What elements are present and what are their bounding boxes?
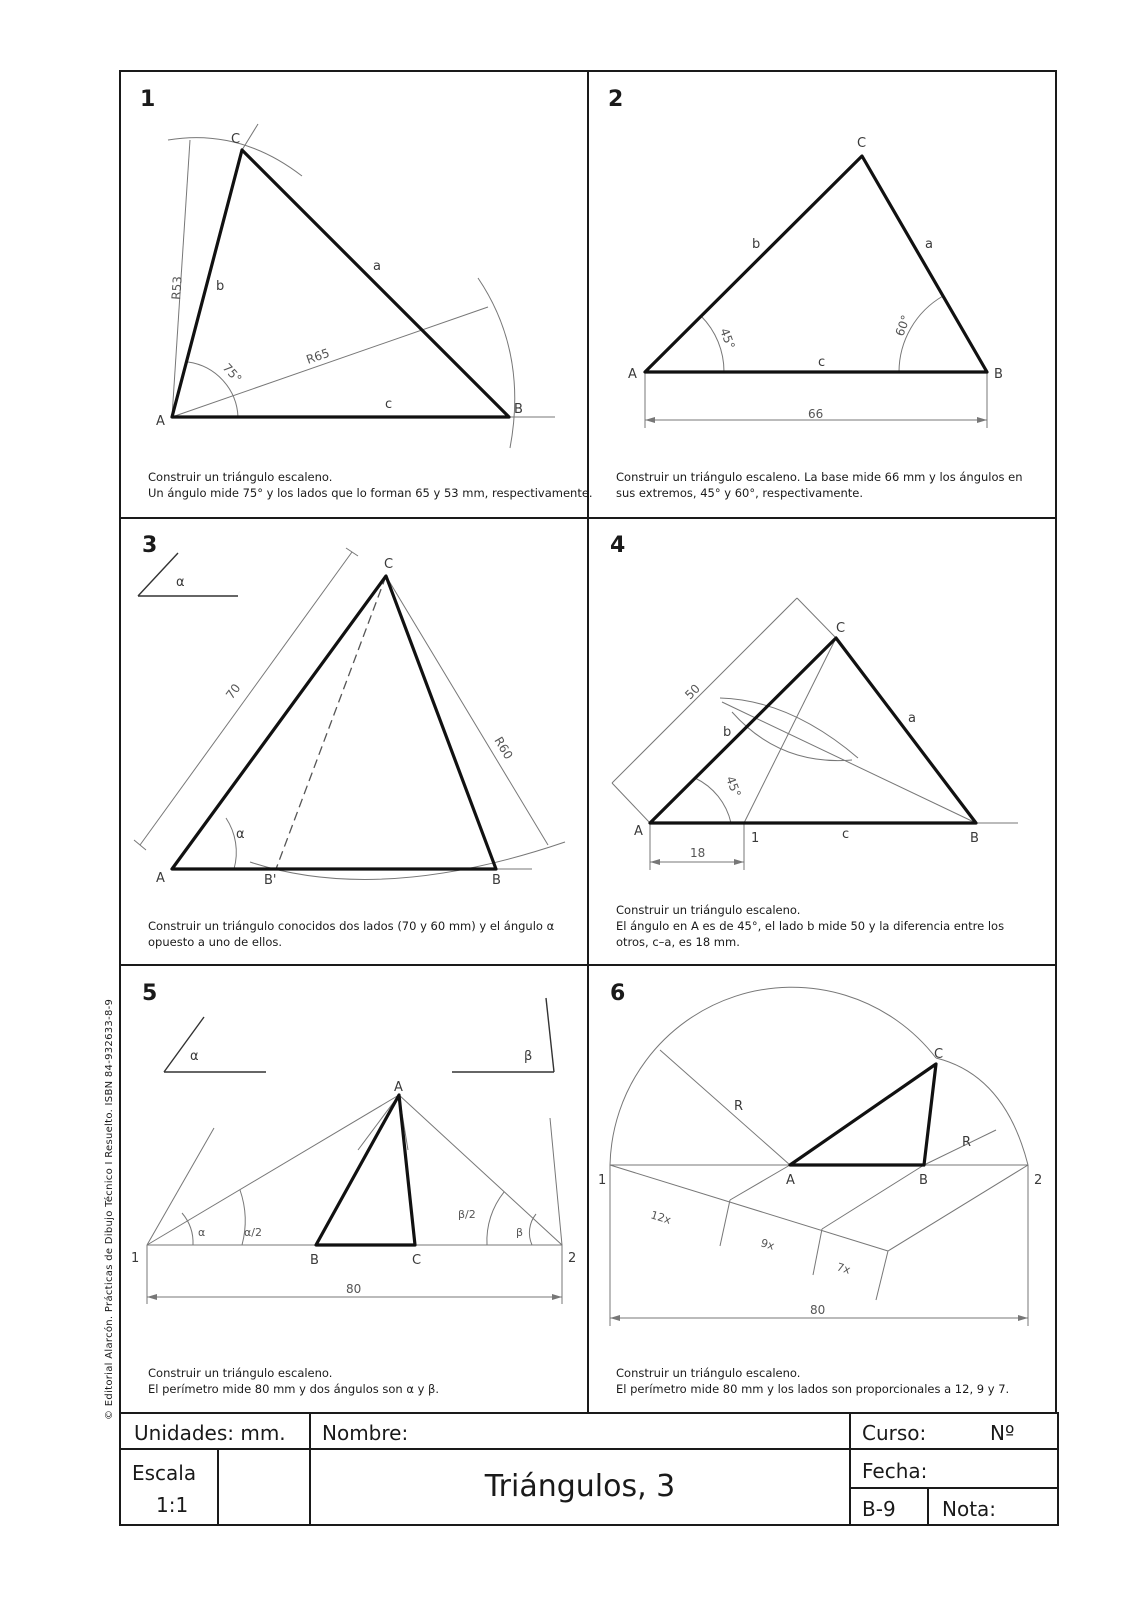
radius-65-label: R65 <box>304 345 332 367</box>
panel-number: 3 <box>142 533 158 558</box>
tick-7x <box>876 1251 888 1300</box>
panel-2-desc-line-2: sus extremos, 45° y 60°, respectivamente. <box>616 486 864 500</box>
panel-2-desc-line-1: Construir un triángulo escaleno. La base mide 66 mm y los ángulos en <box>616 470 1023 484</box>
vertex-a-label: A <box>156 414 165 429</box>
vertex-b-prime-label: B' <box>264 873 277 888</box>
dim-80-arrow-left <box>147 1294 157 1300</box>
perimeter-80-label: 80 <box>810 1303 826 1317</box>
panel-5-desc-line-2: El perímetro mide 80 mm y dos ángulos son α y β. <box>148 1382 440 1396</box>
panel-5 <box>131 981 576 1396</box>
panel-number: 4 <box>610 533 626 558</box>
arc-r-left <box>610 987 936 1165</box>
vertex-a-label: A <box>634 824 643 839</box>
number-field: Nº <box>990 1421 1015 1445</box>
dim-ext-a <box>612 783 650 823</box>
diff-18-label: 18 <box>690 846 706 860</box>
angle-arc-45 <box>701 316 724 372</box>
vertex-c-label: C <box>857 136 867 151</box>
vertex-a-label: A <box>156 871 165 886</box>
half-alpha-label: α/2 <box>244 1226 262 1239</box>
bisector-arc-upper <box>720 698 858 758</box>
scale-label: Escala <box>132 1461 197 1485</box>
dim-tick-70-b <box>346 548 358 556</box>
side-a-label: a <box>908 711 916 726</box>
radius-r-left <box>660 1050 790 1165</box>
radius-r-right-label: R <box>962 1135 972 1150</box>
vertex-a-label: A <box>394 1080 403 1095</box>
angle-45-label: 45° <box>717 326 738 352</box>
grade-field: Nota: <box>942 1497 997 1521</box>
dim-80-arrow-right <box>1018 1315 1028 1321</box>
alpha-angle-label: α <box>198 1226 206 1239</box>
vertex-c-label: C <box>836 621 846 636</box>
side-c-label: c <box>842 827 850 842</box>
name-field: Nombre: <box>322 1421 409 1445</box>
triangle-abc <box>316 1095 415 1245</box>
vertex-b-label: B <box>310 1253 319 1268</box>
scale-value: 1:1 <box>156 1493 189 1517</box>
side-70-label: 70 <box>223 681 244 702</box>
alt-side-b2c <box>276 576 386 869</box>
beta-ref-label: β <box>524 1049 533 1064</box>
angle-45-label: 45° <box>723 774 744 800</box>
tick-9x <box>813 1229 822 1275</box>
side-b-label: b <box>723 725 732 740</box>
sheet-code: B-9 <box>862 1497 896 1521</box>
dim-arrow-right <box>977 417 987 423</box>
angle-arc-alpha <box>226 818 236 869</box>
angle-arc-half-beta <box>487 1192 504 1245</box>
side-copyright-note: © Editorial Alarcón. Prácticas de Dibujo Técnico I Resuelto. ISBN 84-932633-8-9 <box>104 998 115 1420</box>
dim-line-50 <box>612 598 797 783</box>
dim-arrow-left <box>645 417 655 423</box>
panel-1-desc-line-2: Un ángulo mide 75° y los lados que lo forman 65 y 53 mm, respectivamente. <box>148 486 593 500</box>
perpendicular-bisector <box>722 702 976 823</box>
panel-1 <box>140 87 593 500</box>
vertex-b-label: B <box>970 831 979 846</box>
vertex-c-label: C <box>934 1047 944 1062</box>
panel-number: 6 <box>610 981 626 1006</box>
triangle-abc <box>650 638 976 823</box>
panel-5-desc-line-1: Construir un triángulo escaleno. <box>148 1366 333 1380</box>
dim-18-arrow-left <box>650 859 660 865</box>
panel-number: 5 <box>142 981 158 1006</box>
panel-3 <box>134 533 565 949</box>
panel-6-desc-line-2: El perímetro mide 80 mm y los lados son proporcionales a 12, 9 y 7. <box>616 1382 1010 1396</box>
side-c-label: c <box>385 397 393 412</box>
triangle-abc <box>172 576 496 869</box>
arc-r-right <box>936 1058 1028 1165</box>
side-c-label: c <box>818 355 826 370</box>
r65-radius-line <box>172 307 488 417</box>
c-tick <box>242 124 258 150</box>
units-label: Unidades: mm. <box>134 1421 286 1445</box>
side-a-label: a <box>373 259 381 274</box>
point-1-label: 1 <box>751 831 760 846</box>
alpha-ref-label: α <box>190 1049 199 1064</box>
triangle-abc <box>790 1064 936 1165</box>
base-66-label: 66 <box>808 407 824 421</box>
point-2-label: 2 <box>1034 1173 1043 1188</box>
r60-radius-line <box>386 576 548 845</box>
vertex-a-label: A <box>628 367 637 382</box>
dim-80-arrow-left <box>610 1315 620 1321</box>
vertex-b-label: B <box>492 873 501 888</box>
panel-number: 1 <box>140 87 156 112</box>
title-block <box>120 1413 1058 1525</box>
dim-18-arrow-right <box>734 859 744 865</box>
vertex-c-label: C <box>231 132 241 147</box>
angle-arc-alpha <box>182 1213 193 1245</box>
panel-1-desc-line-1: Construir un triángulo escaleno. <box>148 470 333 484</box>
panel-4-desc-line-3: otros, c–a, es 18 mm. <box>616 935 740 949</box>
triangle-abc <box>645 156 987 372</box>
arc-r65 <box>478 278 515 448</box>
panel-4 <box>610 533 1018 949</box>
beta-ref-arm <box>546 998 554 1072</box>
segment-12x-label: 12x <box>649 1208 673 1227</box>
beta-arm <box>550 1118 562 1245</box>
half-beta-line <box>399 1095 562 1245</box>
panel-number: 2 <box>608 87 624 112</box>
panel-6 <box>598 981 1042 1396</box>
point-1-label: 1 <box>131 1251 140 1266</box>
point-1-label: 1 <box>598 1173 607 1188</box>
alpha-ref-arm <box>138 553 178 596</box>
side-50-label: 50 <box>682 681 703 703</box>
segment-9x-label: 9x <box>759 1236 776 1253</box>
dim-tick-70-a <box>134 840 146 850</box>
proportion-line <box>610 1165 888 1251</box>
date-field: Fecha: <box>862 1459 928 1483</box>
radius-r-left-label: R <box>734 1099 744 1114</box>
alpha-ref-label: α <box>176 575 185 590</box>
panel-3-desc-line-1: Construir un triángulo conocidos dos lados (70 y 60 mm) y el ángulo α <box>148 919 555 933</box>
point-2-label: 2 <box>568 1251 577 1266</box>
dim-80-arrow-right <box>552 1294 562 1300</box>
panel-3-desc-line-2: opuesto a uno de ellos. <box>148 935 283 949</box>
segment-c1 <box>744 638 836 823</box>
angle-75-label: 75° <box>219 360 245 386</box>
vertex-a-label: A <box>786 1173 795 1188</box>
beta-angle-label: β <box>516 1226 524 1239</box>
dim-ext-c <box>797 598 836 638</box>
panel-2 <box>608 87 1023 500</box>
parallel-2 <box>888 1165 1028 1251</box>
panel-4-desc-line-1: Construir un triángulo escaleno. <box>616 903 801 917</box>
angle-60-label: 60° <box>892 313 914 339</box>
angle-arc-beta <box>529 1214 536 1245</box>
course-field: Curso: <box>862 1421 927 1445</box>
radius-r-right <box>924 1130 996 1165</box>
radius-53-label: R53 <box>169 275 185 301</box>
panel-4-desc-line-2: El ángulo en A es de 45°, el lado b mide 50 y la diferencia entre los <box>616 919 1005 933</box>
angle-alpha-label: α <box>236 827 245 842</box>
side-a-label: a <box>925 237 933 252</box>
half-alpha-line <box>147 1095 399 1245</box>
sheet-title: Triángulos, 3 <box>484 1469 676 1504</box>
parallel-b <box>822 1165 924 1229</box>
vertex-b-label: B <box>919 1173 928 1188</box>
segment-7x-label: 7x <box>835 1260 852 1277</box>
tick-12x <box>720 1200 730 1246</box>
bisector-arc-lower <box>732 712 852 761</box>
half-beta-label: β/2 <box>458 1208 476 1221</box>
perimeter-80-label: 80 <box>346 1282 362 1296</box>
vertex-b-label: B <box>514 402 523 417</box>
side-b-label: b <box>752 237 761 252</box>
parallel-a <box>730 1165 790 1200</box>
radius-60-label: R60 <box>491 734 516 762</box>
panel-6-desc-line-1: Construir un triángulo escaleno. <box>616 1366 801 1380</box>
vertex-c-label: C <box>412 1253 422 1268</box>
side-b-label: b <box>216 279 225 294</box>
vertex-c-label: C <box>384 557 394 572</box>
vertex-b-label: B <box>994 367 1003 382</box>
arc-r60 <box>250 842 565 879</box>
